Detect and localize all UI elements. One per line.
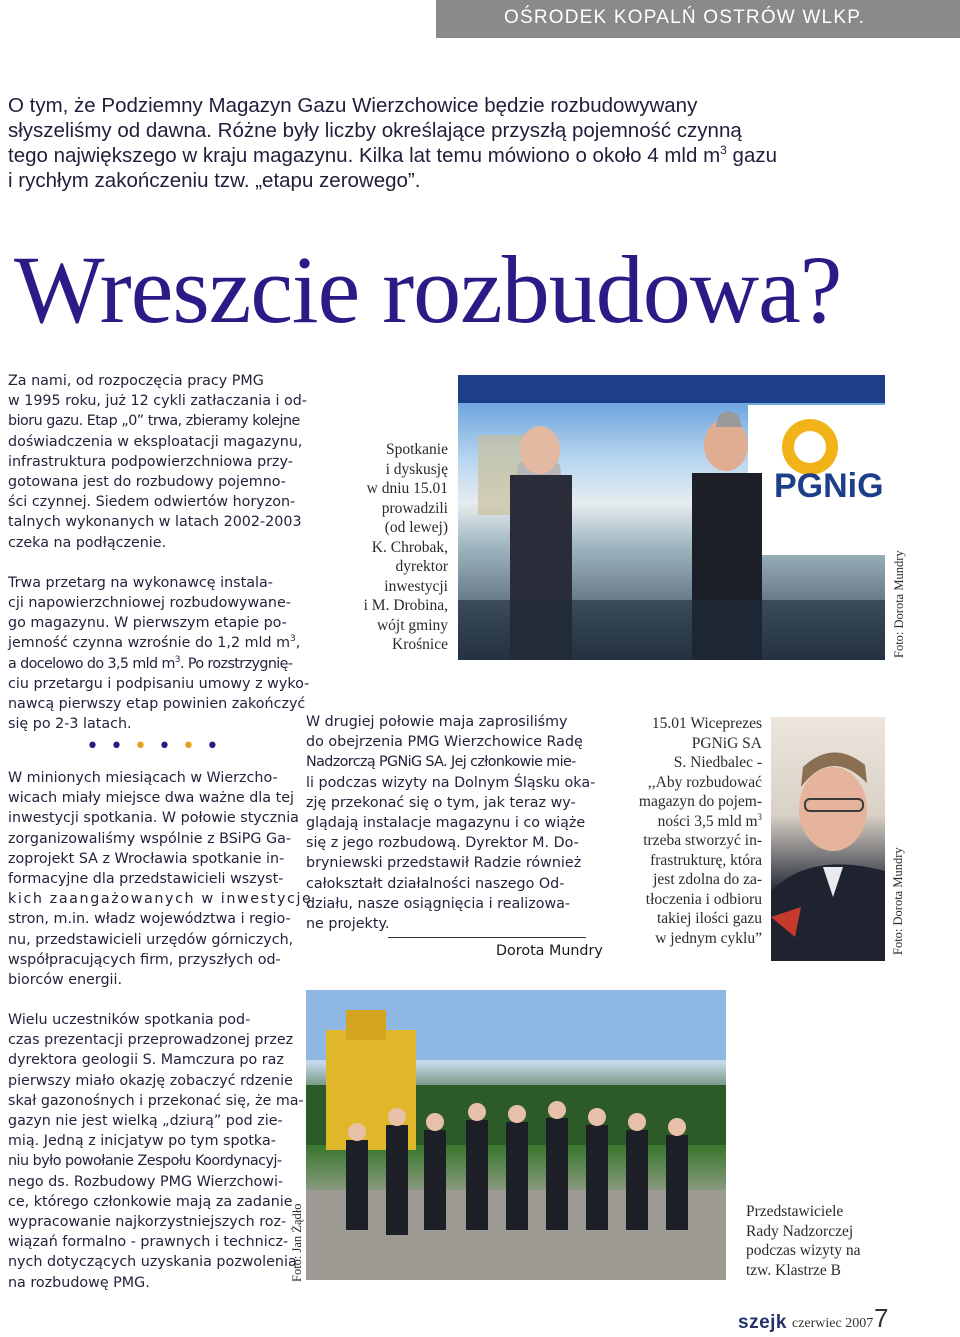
text-line: W minionych miesiącach w Wierzcho- xyxy=(8,770,278,786)
caption-line: tłoczenia i odbioru xyxy=(645,890,762,908)
caption-line: S. Niedbalec - xyxy=(673,754,762,771)
caption-line: frastrukturę, która xyxy=(650,851,762,869)
text-line: ści czynnej. Siedem odwiertów horyzon- xyxy=(8,494,296,511)
text-line: się z jego rozbudową. Dyrektor M. Do- xyxy=(306,835,579,852)
text-line: czeka na podłączenie. xyxy=(8,534,167,551)
photo-caption-group xyxy=(746,1202,926,1280)
photo-credit-group: Foto: Jan Żądło xyxy=(290,1203,304,1282)
text-line: doświadczenia w eksploatacji magazynu, xyxy=(8,433,303,450)
text-line: nu, przedstawicieli urzędów górniczych, xyxy=(8,931,294,948)
text-line: nych dotyczących uzyskania pozwolenia xyxy=(8,1254,297,1271)
text-line: wypracowanie najkorzystniejszych roz- xyxy=(8,1214,287,1231)
caption-line: jest zdolna do za- xyxy=(653,871,762,888)
divider-dot: • xyxy=(205,734,230,759)
lead-line: tego największego w kraju magazynu. Kilka lat temu mówiono o około 4 mld $m^3$ gazu xyxy=(8,143,777,167)
caption-line: (od lewej) xyxy=(384,519,448,536)
caption-line: PGNiG SA xyxy=(691,734,762,752)
photo-caption-vicepresident xyxy=(596,714,762,948)
section-header-bar xyxy=(436,0,960,38)
divider-dot: • xyxy=(109,734,134,759)
text-line: inwestycji spotkania. W połowie stycznia xyxy=(8,810,299,827)
photo-vicepresident-portrait xyxy=(771,717,885,961)
caption-line: w jednym cyklu” xyxy=(655,929,762,947)
caption-line: podczas wizyty na xyxy=(746,1242,861,1259)
article-title: Wreszcie rozbudowa? xyxy=(14,236,842,343)
photo-group-illustration xyxy=(306,990,726,1280)
text-line: jemność czynna wzrośnie do 1,2 mld $m^3$, xyxy=(8,634,301,652)
text-line: glądają instalacje magazynu i co wiąże xyxy=(306,815,586,832)
caption-line: w dniu 15.01 xyxy=(366,480,448,497)
text-line: pierwszy miało okazję zobaczyć rdzenie xyxy=(8,1072,293,1089)
text-line: całokształt działalności naszego Od- xyxy=(306,875,565,892)
photo-meeting-illustration xyxy=(458,375,885,660)
divider-dot: • xyxy=(86,734,110,759)
caption-line: Spotkanie xyxy=(386,441,448,458)
photo-supervisory-board-group xyxy=(306,990,726,1280)
text-line: wiązań formalno - prawnych i technicz- xyxy=(8,1234,289,1251)
column-left-meetings xyxy=(8,768,313,990)
caption-line: tzw. Klastrze B xyxy=(746,1261,841,1279)
column-middle-visit xyxy=(306,712,596,934)
caption-line: prowadzili xyxy=(381,499,448,517)
text-line: talnych wykonanych w latach 2002-2003 xyxy=(8,514,302,531)
text-line: bioru gazu. Etap „0” trwa, zbieramy kolejne xyxy=(8,413,300,430)
caption-line: i M. Drobina, xyxy=(363,597,448,614)
section-title: OŚRODEK KOPALŃ OSTRÓW WLKP. xyxy=(504,7,866,28)
divider-dot: • xyxy=(157,734,182,759)
text-line: gotowana jest do rozbudowy pojemno- xyxy=(8,474,286,491)
caption-line: magazyn do pojem- xyxy=(638,793,762,810)
photo-credit-meeting: Foto: Dorota Mundry xyxy=(892,550,906,658)
magazine-logo: szejk xyxy=(738,1312,787,1333)
caption-line: Krośnice xyxy=(392,636,448,653)
caption-line: ności 3,5 mld $m^3$ xyxy=(657,811,762,830)
text-line: cji napowierzchniowej rozbudowywane- xyxy=(8,595,291,612)
text-line: W drugiej połowie maja zaprosiliśmy xyxy=(306,714,568,730)
text-line: Nadzorczą PGNiG SA. Jej członkowie mie- xyxy=(306,754,576,771)
article-author: Dorota Mundry xyxy=(496,943,603,959)
divider-dot: • xyxy=(133,734,158,759)
column-left-intro xyxy=(8,371,310,734)
text-line: dyrektora geologii S. Mamczura po raz xyxy=(8,1052,284,1069)
text-line: działu, nasze osiągnięcia i realizowa- xyxy=(306,895,571,912)
text-line: a docelowo do 3,5 mld $m^3$. Po rozstrzygnię- xyxy=(8,654,293,672)
text-line: bryniewski przedstawił Radzie również xyxy=(306,855,582,872)
caption-line: ,,Aby rozbudować xyxy=(647,773,762,791)
lead-line: i rychłym zakończeniu tzw. „etapu zerowego”. xyxy=(8,169,421,192)
divider-dot: • xyxy=(181,734,206,759)
text-line: Trwa przetarg na wykonawcę instala- xyxy=(8,574,273,591)
text-line: do obejrzenia PMG Wierzchowice Radę xyxy=(306,734,583,751)
text-line: nawcą pierwszy etap powinien zakończyć xyxy=(8,696,306,713)
lead-line: słyszeliśmy od dawna. Różne były liczby określające przyszłą pojemność czynną xyxy=(8,119,742,142)
text-line: zorganizowaliśmy wspólnie z BSiPG Ga- xyxy=(8,830,291,847)
text-line: w 1995 roku, już 12 cykli zatłaczania i od- xyxy=(8,393,308,410)
text-line: ciu przetargu i podpisaniu umowy z wyko- xyxy=(8,675,310,692)
text-line: formacyjne dla przedstawicieli wszyst- xyxy=(8,871,284,888)
lead-paragraph xyxy=(8,93,808,193)
caption-line: 15.01 Wiceprezes xyxy=(651,715,762,732)
caption-line: Rady Nadzorczej xyxy=(746,1222,854,1240)
page-number: 7 xyxy=(874,1303,889,1333)
text-line: współpracujących firm, przyszłych od- xyxy=(8,951,281,968)
text-line: skał gazonośnych i przekonać się, że ma- xyxy=(8,1092,304,1109)
text-line: stron, m.in. władz województwa i regio- xyxy=(8,911,291,928)
text-line: nego ds. Rozbudowy PMG Wierzchowi- xyxy=(8,1173,284,1190)
lead-line: O tym, że Podziemny Magazyn Gazu Wierzchowice będzie rozbudowywany xyxy=(8,94,698,117)
text-line: Za nami, od rozpoczęcia pracy PMG xyxy=(8,373,264,389)
photo-portrait-illustration xyxy=(771,717,885,961)
caption-line: i dyskusję xyxy=(385,460,448,478)
photo-caption-meeting xyxy=(320,440,448,655)
photo-credit-portrait: Foto: Dorota Mundry xyxy=(891,847,905,955)
text-line: na rozbudowę PMG. xyxy=(8,1274,150,1291)
section-divider-dots xyxy=(86,732,230,762)
text-line: niu było powołanie Zespołu Koordynacyj- xyxy=(8,1153,282,1170)
svg-text:PGNiG: PGNiG xyxy=(774,467,884,505)
text-line: li podczas wizyty na Dolnym Śląsku oka- xyxy=(306,774,596,791)
author-divider xyxy=(388,937,586,938)
caption-line: trzeba stworzyć in- xyxy=(643,832,762,849)
text-line: ne projekty. xyxy=(306,916,390,933)
text-line: kich zaangażowanych w inwestycję xyxy=(8,891,313,908)
caption-line: K. Chrobak, xyxy=(371,538,448,556)
caption-line: Przedstawiciele xyxy=(746,1203,844,1220)
text-line: się po 2-3 latach. xyxy=(8,716,132,733)
issue-date: czerwiec 2007 xyxy=(792,1316,874,1331)
text-line: Wielu uczestników spotkania pod- xyxy=(8,1012,251,1028)
text-line: infrastruktura podpowierzchniowa przy- xyxy=(8,453,293,470)
text-line: czas prezentacji przeprowadzonej przez xyxy=(8,1032,294,1049)
text-line: biorców energii. xyxy=(8,972,123,989)
text-line: wicach miały miejsce dwa ważne dla tej xyxy=(8,790,294,807)
text-line: mią. Jedną z inicjatyw po tym spotka- xyxy=(8,1133,276,1150)
caption-line: takiej ilości gazu xyxy=(656,910,762,927)
text-line: ce, którego członkowie mają za zadanie xyxy=(8,1193,293,1210)
caption-line: wójt gminy xyxy=(376,616,448,634)
text-line: zoprojekt SA z Wrocławia spotkanie in- xyxy=(8,850,285,867)
caption-line: dyrektor xyxy=(395,558,448,575)
text-line: gazyn nie jest wielką „dziurą” pod zie- xyxy=(8,1113,283,1130)
photo-meeting-speakers xyxy=(458,375,885,660)
text-line: zję przekonać się o tym, jak teraz wy- xyxy=(306,794,576,811)
text-line: go magazynu. W pierwszym etapie po- xyxy=(8,615,287,632)
caption-line: inwestycji xyxy=(384,577,448,595)
